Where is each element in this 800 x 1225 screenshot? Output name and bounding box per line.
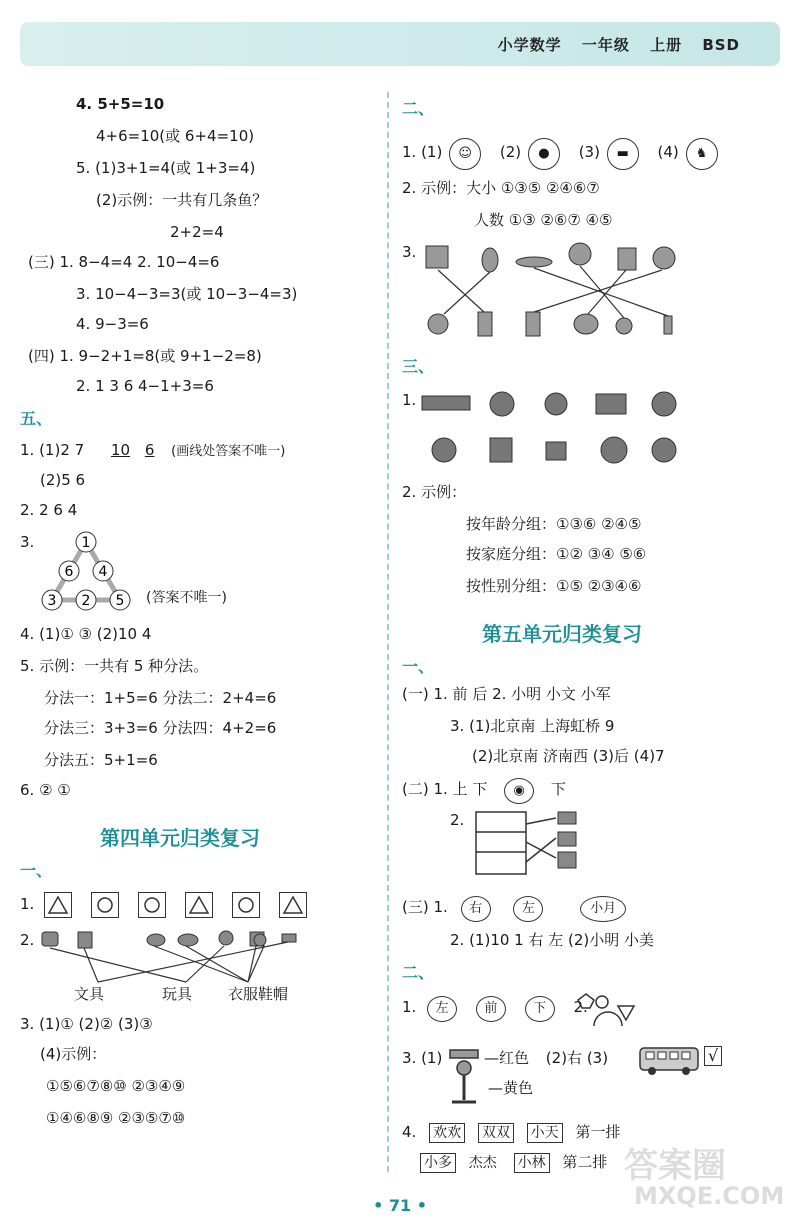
answer-line: 3. (1)① (2)② (3)③ <box>20 1015 153 1033</box>
checkmark-box: √ <box>704 1046 722 1066</box>
bus-icon <box>638 1044 702 1076</box>
answer-line: ①⑤⑥⑦⑧⑩ ②③④⑨ <box>46 1077 186 1095</box>
answer-line: 3. (1)北京南 上海虹桥 9 <box>450 717 615 735</box>
answer-line: (四) 1. 9−2+1=8(或 9+1−2=8) <box>28 347 262 365</box>
answer-line: (2)5 6 <box>40 471 86 489</box>
toy-car-icon <box>546 442 566 460</box>
circled-answer: 下 <box>525 996 555 1022</box>
circled-picture-icon: ● <box>528 138 560 170</box>
unit-title: 第四单元归类复习 <box>100 826 260 850</box>
name-box: 小林 <box>514 1153 550 1173</box>
answer-line: 4. 9−3=6 <box>76 315 149 333</box>
plate-icon <box>516 257 552 267</box>
circle-shape-icon <box>91 892 119 918</box>
answer-line: (一) 1. 前 后 2. 小明 小文 小军 <box>402 685 611 703</box>
answer-text: 4. <box>402 1123 417 1141</box>
answer-text: (三) 1. <box>402 898 448 916</box>
answer-text: 1. (1)2 7 <box>20 441 85 459</box>
answer-line <box>402 778 566 804</box>
triangle-value: 5 <box>115 593 125 609</box>
answer-line: ①④⑥⑧⑨ ②③⑤⑦⑩ <box>46 1109 186 1127</box>
name-box: 双双 <box>478 1123 514 1143</box>
ball-icon <box>545 393 567 415</box>
answer-line: 人数 ①③ ②⑥⑦ ④⑤ <box>474 211 613 229</box>
jar-icon <box>526 312 540 336</box>
toy-figure-icon <box>254 934 266 946</box>
badminton-icon <box>652 438 676 462</box>
hat-icon <box>178 934 198 946</box>
answer-line: 3. (1) <box>402 1049 443 1067</box>
answer-line <box>402 138 732 170</box>
circle-shape-icon <box>138 892 166 918</box>
answer-line: (4)示例： <box>40 1045 107 1063</box>
pencil-case-icon <box>78 932 92 948</box>
answer-line: 3. <box>20 533 35 551</box>
doll-icon <box>219 931 233 945</box>
answer-line <box>402 896 626 922</box>
answer-line: 2. 2 6 4 <box>20 501 78 519</box>
skirt-icon <box>558 812 576 824</box>
triangle-value: 4 <box>98 564 108 580</box>
circled-picture-icon: ☺ <box>449 138 481 170</box>
guitar-icon <box>482 248 498 272</box>
answer-text: 2. <box>573 998 588 1016</box>
keyboard-icon <box>422 396 470 410</box>
shorts-icon <box>558 832 576 846</box>
label-red: 红色 <box>499 1049 530 1067</box>
triangle-shape-icon <box>44 892 72 918</box>
bell-icon <box>616 318 632 334</box>
answer-line <box>20 440 285 462</box>
tree-icon <box>569 243 591 265</box>
answer-line <box>402 996 588 1022</box>
name-box: 小多 <box>420 1153 456 1173</box>
category-label: 文具 <box>74 985 105 1003</box>
answer-line: 2. (1)10 1 右 左 (2)小明 小美 <box>450 931 655 949</box>
answer-text: 下 <box>550 780 566 798</box>
answer-line: 5. 示例：一共有 5 种分法。 <box>20 657 209 675</box>
name-box: 欢欢 <box>429 1123 465 1143</box>
boots-icon <box>478 312 492 336</box>
answer-line: (2)北京南 济南西 (3)后 (4)7 <box>472 747 665 765</box>
answer-line: 2. 示例： <box>402 483 467 501</box>
circled-picture-icon: ◉ <box>504 778 534 804</box>
page-header <box>20 22 780 66</box>
section-heading: 二、 <box>402 963 435 982</box>
section-heading: 二、 <box>402 99 435 118</box>
circled-answer: 小月 <box>580 896 626 922</box>
answer-line: —红色 (2)右 (3) <box>484 1049 609 1067</box>
answer-line: 2+2=4 <box>170 223 224 241</box>
answer-line: (2)示例：一共有几条鱼？ <box>96 191 268 209</box>
circled-picture-icon: ♞ <box>686 138 718 170</box>
circled-answer: 左 <box>427 996 457 1022</box>
answer-text: 1. (1) <box>402 143 443 161</box>
name-text: 杰杰 <box>468 1155 497 1171</box>
header-volume: 上册 <box>650 36 683 54</box>
book-icon <box>490 438 512 462</box>
watermark-text: MXQE.COM <box>634 1182 785 1210</box>
answer-text: (二) 1. 上 下 <box>402 780 488 798</box>
answer-line: 2. 1 3 6 4−1+3=6 <box>76 377 214 395</box>
header-grade: 一年级 <box>581 36 630 54</box>
answer-text: (3) <box>578 143 600 161</box>
shirt-icon <box>558 852 576 868</box>
circled-answer: 左 <box>513 896 543 922</box>
answer-text: 1. <box>402 998 417 1016</box>
answer-text: (2) <box>499 143 522 161</box>
watermark-logo: 答案圈 <box>624 1146 726 1186</box>
answer-line: 按年龄分组：①③⑥ ②④⑤ <box>466 515 642 533</box>
answer-line: 6. ② ① <box>20 781 71 799</box>
triangle-value: 2 <box>81 593 91 609</box>
drum-icon <box>601 437 627 463</box>
label-yellow: 黄色 <box>503 1079 534 1097</box>
name-box: 小天 <box>527 1123 563 1143</box>
circled-answer: 右 <box>461 896 491 922</box>
header-text <box>484 34 740 55</box>
unit-title: 第五单元归类复习 <box>482 622 642 646</box>
answer-line: 4+6=10(或 6+4=10) <box>96 127 255 145</box>
answer-line: 分法五：5+1=6 <box>44 751 158 769</box>
answer-line <box>420 1152 607 1173</box>
answer-line: 3. 10−4−3=3(或 10−3−4=3) <box>76 285 298 303</box>
circled-picture-icon: ▬ <box>607 138 639 170</box>
category-label: 玩具 <box>162 985 193 1003</box>
number-triangle <box>36 528 136 614</box>
answer-line: —黄色 <box>488 1079 534 1097</box>
answer-line: (三) 1. 8−4=4 2. 10−4=6 <box>28 253 220 271</box>
answer-text: (4) <box>657 143 679 161</box>
row-label: 第二排 <box>562 1153 608 1171</box>
answer-text: (2)右 (3) <box>545 1049 609 1067</box>
answer-line <box>402 1122 620 1143</box>
header-subject: 小学数学 <box>497 36 562 54</box>
leaf-icon <box>432 438 456 462</box>
answer-note: (答案不唯一) <box>146 590 227 606</box>
underlined-answer: 6 <box>144 441 155 459</box>
answer-line: 4. 5+5=10 <box>76 95 165 113</box>
matching-diagram <box>38 928 308 992</box>
coin-icon <box>652 392 676 416</box>
section-heading: 三、 <box>402 357 435 376</box>
answer-line: 按家庭分组：①② ③④ ⑤⑥ <box>466 545 647 563</box>
answer-line: 4. (1)① ③ (2)10 4 <box>20 625 152 643</box>
answer-line: 1. <box>402 391 417 409</box>
column-divider <box>387 92 389 1172</box>
answer-note: (画线处答案不唯一) <box>171 444 286 459</box>
rocking-horse-icon <box>42 932 58 946</box>
racket-icon <box>490 392 514 416</box>
category-label: 衣服鞋帽 <box>228 985 289 1003</box>
vase-icon <box>428 314 448 334</box>
answer-line: 2. 示例：大小 ①③⑤ ②④⑥⑦ <box>402 179 600 197</box>
section-heading: 一、 <box>20 861 53 880</box>
page-number: • 71 • <box>373 1196 427 1215</box>
answer-line: 3. <box>402 243 417 261</box>
shape-answer-row <box>44 892 321 918</box>
answer-line: 2. <box>20 931 35 949</box>
answer-line <box>20 894 34 914</box>
circle-shape-icon <box>232 892 260 918</box>
question-number: 1. <box>20 895 35 913</box>
helmet-icon <box>574 314 598 334</box>
answer-line: 5. (1)3+1=4(或 1+3=4) <box>76 159 256 177</box>
shirt-icon <box>426 246 448 268</box>
picture-grid <box>420 388 690 468</box>
triangle-value: 3 <box>47 593 57 609</box>
skates-icon <box>596 394 626 414</box>
shelf-diagram <box>470 808 590 880</box>
header-edition: BSD <box>702 36 740 54</box>
triangle-shape-icon <box>279 892 307 918</box>
answer-line: 分法三：3+3=6 分法四：4+2=6 <box>44 719 277 737</box>
triangle-shape-icon <box>185 892 213 918</box>
washer-icon <box>618 248 636 270</box>
answer-line: 分法一：1+5=6 分法二：2+4=6 <box>44 689 277 707</box>
matching-diagram <box>418 240 688 344</box>
eraser-icon <box>282 934 296 942</box>
shelf-frame <box>476 812 526 874</box>
row-label: 第一排 <box>575 1123 621 1141</box>
teddy-bear-icon <box>653 247 675 269</box>
glass-icon <box>664 316 672 334</box>
circled-answer: 前 <box>476 996 506 1022</box>
shoe-icon <box>147 934 165 946</box>
section-heading: 五、 <box>20 409 53 428</box>
triangle-value: 1 <box>81 535 91 551</box>
section-heading: 一、 <box>402 657 435 676</box>
triangle-value: 6 <box>64 564 74 580</box>
shape-pattern-icon <box>574 990 636 1030</box>
answer-line: 按性别分组：①⑤ ②③④⑥ <box>466 577 642 595</box>
answer-line: 2. <box>450 811 465 829</box>
underlined-answer: 10 <box>110 441 131 459</box>
traffic-light-icon <box>444 1044 484 1108</box>
